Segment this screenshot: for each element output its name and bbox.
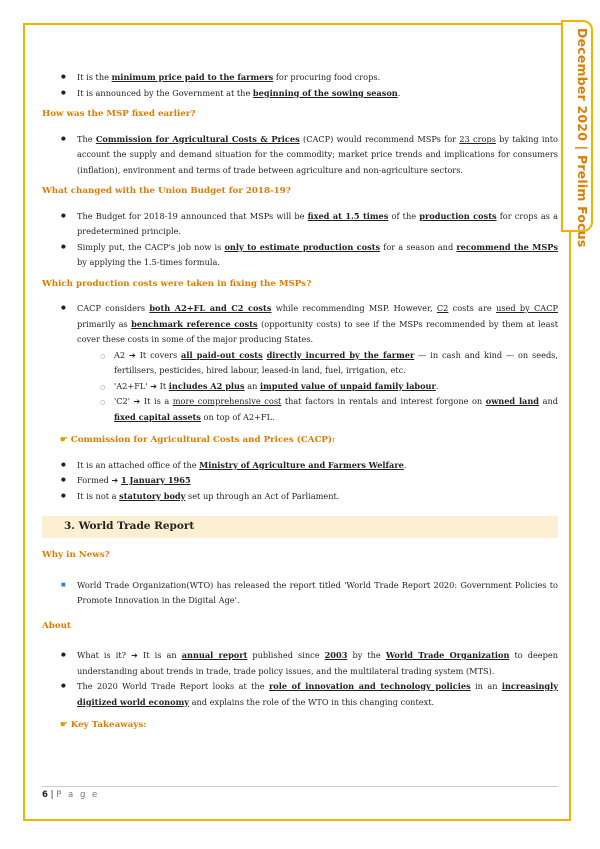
list-item: ● It is the minimum price paid to the farmers for procuring food crops.	[42, 70, 558, 86]
list-item: ● Simply put, the CACP's job now is only to estimate production costs for a season and recommend the MSPs by applying the 1.5-times formula.	[42, 240, 558, 271]
sub-list-item: ○ 'C2' ➔ It is a more comprehensive cost that factors in rentals and interest forgone on owned land and fixed capital assets on top of A2+FL.	[42, 394, 558, 425]
page-label: P a g e	[56, 790, 100, 800]
heading-cacp: ☛ Commission for Agricultural Costs and Prices (CACP):	[60, 435, 336, 445]
page-number: 6	[42, 790, 48, 800]
sub-list-item: ○ A2 ➔ It covers all paid-out costs directly incurred by the farmer — in cash and kind — on seeds, fertilisers, pesticides, hired labour, leased-in land, fuel, irrigation, etc.	[42, 348, 558, 379]
footer-separator: |	[47, 790, 57, 800]
page-content	[42, 70, 558, 743]
heading-production-costs: Which production costs were taken in fixing the MSPs?	[42, 278, 312, 289]
pointing-hand-icon: ☛	[60, 720, 68, 730]
production-costs-list	[42, 301, 558, 425]
heading-key-takeaways: ☛ Key Takeaways:	[60, 720, 147, 730]
list-item: ● It is an attached office of the Ministry of Agriculture and Farmers Welfare.	[42, 458, 558, 474]
msp-intro-list	[42, 70, 558, 101]
list-item: ● It is announced by the Government at the beginning of the sowing season.	[42, 86, 558, 102]
list-item: ● The 2020 World Trade Report looks at the role of innovation and technology policies in an increasingly digitized world economy and explains the role of the WTO in this changing context.	[42, 679, 558, 710]
list-item: ■ World Trade Organization(WTO) has released the report titled 'World Trade Report 2020: Government Policies to Promote Innovation in the Digital Age'.	[42, 578, 558, 609]
list-item: ● What is it? ➔ It is an annual report published since 2003 by the World Trade Organization to deepen understanding about trends in trade, trade policy issues, and the multilateral trading system (MTS).	[42, 648, 558, 679]
about-list	[42, 648, 558, 710]
budget-list	[42, 209, 558, 271]
msp-earlier-list	[42, 132, 558, 179]
section-title-world-trade-report: 3. World Trade Report	[42, 516, 558, 538]
page-footer	[42, 786, 558, 800]
cacp-list	[42, 458, 558, 505]
list-item: ● The Commission for Agricultural Costs & Prices (CACP) would recommend MSPs for 23 crops by taking into account the supply and demand situation for the commodity; market price trends and implications for consumers (inflation), environment and terms of trade between agriculture and non-agriculture sectors.	[42, 132, 558, 179]
list-item: ● The Budget for 2018-19 announced that MSPs will be fixed at 1.5 times of the production costs for crops as a predetermined principle.	[42, 209, 558, 240]
heading-msp-earlier: How was the MSP fixed earlier?	[42, 109, 196, 119]
pointing-hand-icon: ☛	[60, 435, 68, 445]
side-label: December 2020 | Prelim Focus	[575, 28, 590, 248]
list-item: ● Formed ➔ 1 January 1965	[42, 473, 558, 489]
sub-list-item: ○ 'A2+FL' ➔ It includes A2 plus an imputed value of unpaid family labour.	[42, 379, 558, 395]
news-list	[42, 578, 558, 609]
list-item: ● It is not a statutory body set up through an Act of Parliament.	[42, 489, 558, 505]
list-item: ● CACP considers both A2+FL and C2 costs while recommending MSP. However, C2 costs are used by CACP primarily as benchmark reference costs (opportunity costs) to see if the MSPs recommended by them at least cover these costs in some of the major producing States.	[42, 301, 558, 348]
heading-about: About	[42, 620, 71, 631]
heading-why-in-news: Why in News?	[42, 550, 110, 560]
heading-union-budget: What changed with the Union Budget for 2018-19?	[42, 186, 291, 196]
